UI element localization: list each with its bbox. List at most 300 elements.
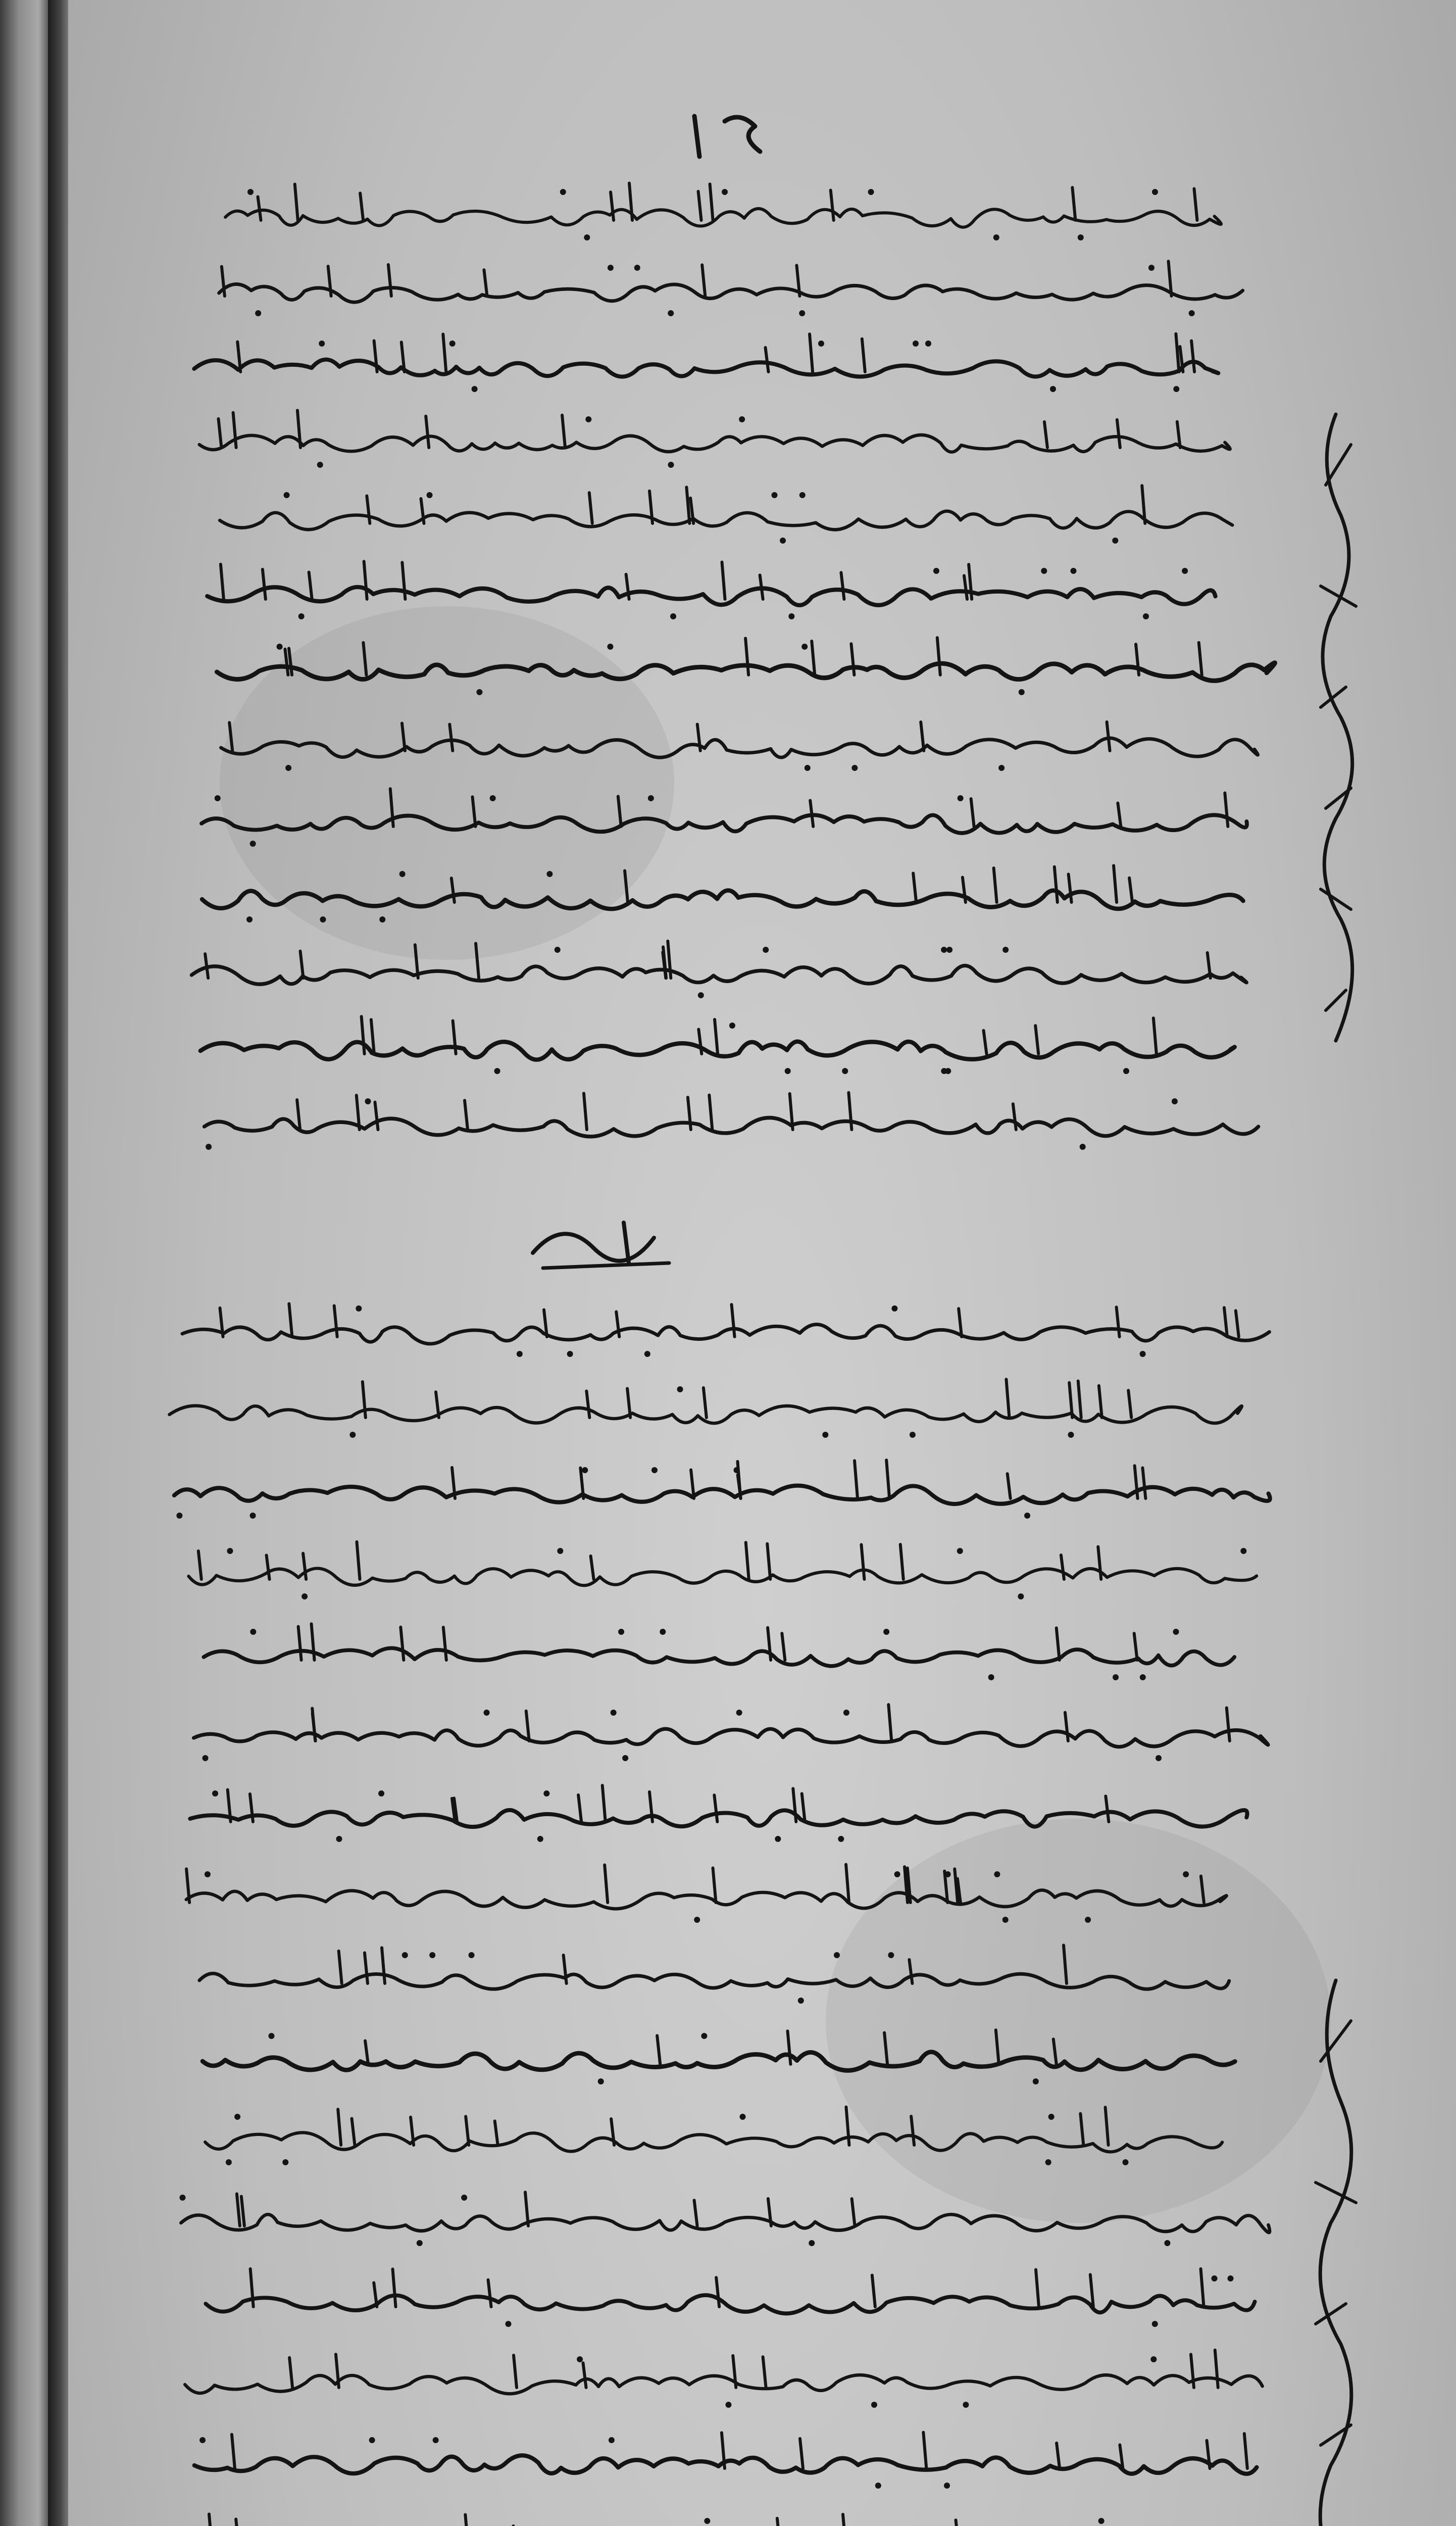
handwritten-dot [933, 568, 939, 574]
handwritten-stroke [846, 2107, 849, 2145]
handwritten-stroke [312, 1624, 315, 1660]
handwritten-stroke [1114, 865, 1117, 902]
handwritten-stroke [627, 1388, 630, 1418]
handwritten-line [220, 511, 1232, 530]
handwritten-dot [910, 1432, 916, 1438]
handwritten-dot [206, 1144, 212, 1150]
handwritten-dot [1150, 2356, 1157, 2362]
handwritten-line [225, 209, 1221, 227]
handwritten-stroke [1227, 1708, 1230, 1741]
handwritten-dot [651, 1467, 658, 1473]
handwritten-stroke [1055, 867, 1058, 902]
handwritten-dot [379, 916, 385, 922]
handwritten-stroke [996, 2030, 999, 2064]
handwritten-dot [1002, 1917, 1009, 1923]
margin-note-middle [1290, 1970, 1381, 2526]
handwritten-dot [648, 795, 654, 801]
handwritten-dot [772, 492, 778, 498]
handwritten-stroke [591, 1556, 594, 1579]
handwritten-dot [1156, 1755, 1162, 1761]
handwritten-dot [1078, 234, 1084, 240]
handwritten-dot [302, 1593, 308, 1599]
handwritten-stroke [625, 871, 628, 902]
handwritten-stroke [1006, 1379, 1009, 1418]
handwritten-stroke [810, 334, 813, 372]
handwritten-dot [1122, 2159, 1128, 2165]
handwritten-stroke [787, 2031, 790, 2064]
handwritten-line [203, 2052, 1235, 2071]
handwritten-line [174, 1486, 1270, 1504]
handwritten-stroke [766, 348, 769, 372]
handwritten-dot [609, 2437, 615, 2443]
handwritten-dot [1182, 568, 1188, 574]
handwritten-stroke [241, 2197, 244, 2226]
handwritten-dot [1041, 568, 1047, 574]
handwritten-dot [268, 2033, 274, 2039]
handwritten-stroke [702, 265, 705, 296]
handwritten-stroke [745, 638, 748, 675]
handwritten-dot [775, 1836, 781, 1842]
handwritten-stroke [476, 943, 479, 978]
handwritten-dot [176, 1513, 182, 1519]
handwritten-dot [215, 795, 221, 801]
handwritten-stroke [1035, 1026, 1038, 1054]
margin-note-top [1295, 404, 1376, 1061]
handwritten-stroke [514, 2355, 517, 2388]
handwritten-dot [567, 1351, 573, 1357]
handwritten-dot [818, 341, 824, 347]
handwritten-stroke [1136, 644, 1139, 675]
handwritten-dot [851, 765, 858, 771]
handwritten-dot [1189, 310, 1195, 316]
handwritten-dot [1227, 2275, 1233, 2281]
handwritten-dot [871, 2402, 877, 2408]
handwritten-stroke [1199, 643, 1202, 675]
handwritten-dot [1240, 1548, 1246, 1554]
handwritten-stroke [233, 413, 236, 448]
handwritten-dot [998, 765, 1005, 771]
handwritten-stroke [362, 1016, 365, 1054]
handwritten-stroke [862, 339, 865, 372]
handwritten-stroke [1129, 878, 1132, 902]
handwritten-stroke [886, 1460, 889, 1498]
handwritten-line [190, 1810, 1247, 1827]
handwritten-dot [234, 2114, 240, 2120]
handwritten-stroke [285, 649, 288, 675]
handwritten-stroke [722, 562, 725, 599]
handwritten-dot [944, 2483, 950, 2489]
handwritten-stroke [289, 648, 292, 675]
handwritten-stroke [909, 1960, 912, 1983]
handwritten-dot [203, 1755, 209, 1761]
handwritten-stroke [956, 2520, 959, 2526]
handwritten-stroke [709, 1095, 712, 1130]
handwritten-stroke [367, 496, 370, 523]
handwritten-dot [277, 644, 283, 650]
handwritten-stroke [831, 190, 834, 220]
handwritten-stroke [777, 2518, 780, 2526]
handwritten-dot [611, 1710, 617, 1716]
handwritten-stroke [1064, 1945, 1067, 1983]
handwritten-dot [668, 310, 674, 316]
handwritten-dot [319, 341, 325, 347]
handwritten-stroke [793, 1788, 796, 1822]
handwritten-stroke [328, 266, 331, 296]
handwritten-dot [945, 1871, 951, 1877]
handwritten-stroke [1080, 2114, 1083, 2145]
handwritten-stroke [1118, 803, 1121, 827]
handwritten-dot [212, 1790, 218, 1796]
handwritten-stroke [846, 1865, 849, 1903]
handwritten-stroke [1106, 2107, 1109, 2145]
handwritten-dot [888, 1952, 894, 1958]
handwritten-stroke [1090, 2274, 1093, 2307]
handwritten-stroke [1117, 1307, 1120, 1337]
handwritten-stroke [484, 270, 487, 296]
handwritten-stroke [971, 799, 974, 827]
handwritten-dot [1140, 1351, 1146, 1357]
handwritten-dot [698, 992, 704, 998]
handwritten-dot [1033, 2078, 1039, 2084]
handwritten-dot [560, 189, 566, 195]
handwritten-line [204, 1648, 1234, 1666]
handwritten-dot [226, 2159, 232, 2165]
handwritten-dot [785, 1068, 791, 1074]
handwritten-dot [1080, 1144, 1086, 1150]
handwritten-stroke [198, 1551, 202, 1579]
handwritten-stroke [852, 2199, 855, 2226]
handwritten-dot [205, 1871, 211, 1877]
handwritten-dot [427, 492, 433, 498]
handwritten-stroke [921, 722, 924, 751]
handwritten-dot [179, 2195, 185, 2201]
handwritten-dot [660, 1629, 666, 1635]
handwritten-dot [402, 1952, 408, 1958]
handwritten-stroke [714, 1795, 717, 1822]
handwritten-line [186, 1890, 1227, 1909]
handwritten-dot [622, 1755, 628, 1761]
handwritten-stroke [1194, 188, 1197, 220]
handwritten-dot [1143, 613, 1149, 619]
handwritten-dot [798, 1998, 804, 2004]
handwritten-dot [472, 386, 478, 392]
handwritten-dot [1018, 1593, 1024, 1599]
handwritten-dot [963, 2402, 969, 2408]
handwritten-line [207, 587, 1215, 605]
handwritten-dot [875, 2483, 881, 2489]
handwritten-stroke [964, 575, 967, 599]
handwritten-dot [365, 1098, 371, 1104]
handwritten-dot [780, 538, 786, 544]
handwritten-dot [894, 1871, 900, 1877]
handwritten-line [199, 1973, 1229, 1989]
handwritten-stroke [694, 2200, 697, 2226]
handwritten-dot [317, 462, 323, 468]
handwritten-dot [1002, 947, 1009, 953]
handwritten-stroke [1215, 2350, 1218, 2388]
handwritten-stroke [236, 2519, 239, 2526]
handwritten-stroke [888, 1705, 891, 1741]
handwritten-line [217, 663, 1275, 681]
handwritten-dot [701, 2033, 707, 2039]
handwritten-dot [1140, 1674, 1146, 1680]
handwritten-dot [988, 1674, 994, 1680]
handwritten-stroke [297, 1100, 300, 1130]
handwritten-dot [618, 1629, 624, 1635]
handwritten-dot [356, 1305, 362, 1311]
handwritten-line [194, 1729, 1268, 1746]
handwritten-stroke [364, 561, 367, 599]
handwritten-dot [469, 1952, 475, 1958]
handwritten-stroke [495, 2121, 498, 2145]
handwritten-dot [842, 1068, 848, 1074]
handwritten-dot [1148, 265, 1154, 271]
handwritten-stroke [352, 2118, 355, 2145]
handwritten-dot [429, 1952, 435, 1958]
handwritten-dot [1070, 568, 1076, 574]
handwritten-stroke [562, 415, 565, 448]
handwritten-stroke [402, 723, 405, 751]
register-entry-2 [68, 1273, 1456, 2526]
handwritten-dot [320, 916, 326, 922]
handwritten-dot [704, 2518, 710, 2524]
handwritten-stroke [221, 564, 224, 599]
handwritten-stroke [810, 801, 813, 827]
handwritten-stroke [1061, 1555, 1064, 1579]
handwritten-stroke [629, 183, 632, 220]
handwritten-dot [1152, 2321, 1158, 2327]
handwritten-dot [1019, 689, 1025, 695]
handwritten-dot [378, 1790, 384, 1796]
handwritten-dot [670, 613, 676, 619]
handwritten-dot [585, 416, 591, 422]
handwritten-dot [1173, 386, 1179, 392]
handwritten-stroke [1225, 793, 1228, 827]
handwritten-line [182, 1325, 1270, 1344]
handwritten-dot [557, 1548, 563, 1554]
handwritten-stroke [218, 419, 221, 448]
handwritten-stroke [360, 193, 363, 220]
handwritten-stroke [686, 487, 689, 523]
handwritten-stroke [300, 951, 304, 978]
handwritten-dot [1045, 2159, 1051, 2165]
handwritten-stroke [1072, 187, 1075, 220]
handwritten-dot [799, 310, 805, 316]
handwritten-stroke [1065, 1713, 1068, 1741]
handwritten-stroke [760, 575, 763, 599]
handwritten-stroke [994, 868, 997, 902]
handwritten-stroke [984, 1031, 987, 1054]
handwritten-dot [227, 1548, 233, 1554]
handwritten-stroke [237, 2194, 240, 2226]
handwritten-stroke [365, 1953, 368, 1983]
handwritten-dot [1172, 1098, 1178, 1104]
handwritten-stroke [716, 2277, 719, 2307]
handwritten-stroke [1244, 2434, 1247, 2468]
handwritten-stroke [861, 1545, 864, 1579]
handwritten-stroke [388, 265, 391, 296]
handwritten-stroke [884, 2033, 887, 2064]
handwritten-dot [634, 265, 640, 271]
handwritten-stroke [1013, 1104, 1016, 1130]
handwritten-dot [537, 1836, 543, 1842]
handwritten-stroke [1008, 1474, 1011, 1498]
handwritten-stroke [767, 1544, 770, 1579]
handwritten-stroke [402, 562, 405, 599]
handwritten-stroke [851, 644, 854, 675]
previous-page-edge [0, 0, 48, 2526]
handwritten-stroke [937, 638, 940, 675]
handwritten-dot [582, 1467, 588, 1473]
handwritten-dot [883, 1629, 889, 1635]
handwritten-dot [250, 1629, 256, 1635]
handwritten-dot [1173, 1629, 1179, 1635]
handwritten-dot [763, 947, 769, 953]
handwritten-stroke [900, 1544, 903, 1579]
handwritten-stroke [800, 2439, 803, 2468]
handwritten-stroke [289, 2358, 292, 2388]
handwritten-stroke [657, 2035, 660, 2064]
handwritten-line [191, 965, 1246, 984]
handwritten-dot [891, 1305, 897, 1311]
handwritten-line [185, 2375, 1262, 2394]
handwritten-stroke [1117, 420, 1120, 448]
handwritten-stroke [374, 341, 377, 372]
handwritten-stroke [313, 1713, 316, 1741]
handwritten-dot [843, 1710, 849, 1716]
handwritten-dot [1068, 1432, 1074, 1438]
handwritten-stroke [855, 1461, 858, 1498]
handwritten-line [219, 284, 1243, 302]
handwritten-stroke [443, 334, 446, 372]
handwritten-stroke [763, 2357, 766, 2388]
entry-2-handwriting [68, 1273, 1456, 2526]
handwritten-stroke [374, 2282, 377, 2307]
handwritten-dot [285, 765, 291, 771]
handwritten-stroke [267, 1555, 270, 1579]
handwritten-stroke [698, 1029, 701, 1054]
handwritten-stroke [618, 796, 621, 827]
handwritten-dot [369, 2437, 375, 2443]
handwritten-stroke [449, 724, 453, 751]
handwritten-stroke [713, 1868, 716, 1903]
handwritten-line [202, 891, 1243, 909]
handwritten-dot [433, 2437, 439, 2443]
handwritten-dot [490, 795, 496, 801]
handwritten-stroke [436, 1392, 439, 1418]
handwritten-stroke [710, 184, 713, 220]
handwritten-dot [449, 341, 456, 347]
handwritten-dot [584, 234, 590, 240]
handwritten-stroke [782, 1633, 785, 1660]
handwritten-dot [941, 947, 947, 953]
handwritten-dot [598, 2078, 604, 2084]
handwritten-stroke [1236, 1310, 1239, 1337]
handwritten-line [202, 815, 1247, 833]
handwritten-stroke [232, 2435, 235, 2468]
handwritten-line [205, 1118, 1259, 1136]
handwritten-dot [941, 1068, 947, 1074]
handwritten-dot [543, 1790, 549, 1796]
handwritten-stroke [258, 197, 261, 220]
handwritten-stroke [488, 2280, 491, 2307]
handwritten-dot [694, 1917, 700, 1923]
handwritten-dot [1183, 1871, 1189, 1877]
handwritten-stroke [1224, 1307, 1227, 1337]
handwritten-dot [913, 341, 919, 347]
handwritten-dot [838, 1836, 844, 1842]
handwritten-stroke [663, 947, 666, 978]
handwritten-dot [399, 871, 406, 877]
handwritten-stroke [605, 1865, 608, 1903]
handwritten-stroke [382, 1948, 385, 1983]
handwritten-stroke [848, 1093, 851, 1130]
handwritten-stroke [400, 1627, 404, 1660]
handwritten-stroke [466, 2116, 469, 2145]
handwritten-stroke [526, 1711, 529, 1741]
handwritten-dot [1212, 2275, 1218, 2281]
handwritten-stroke [1069, 874, 1072, 902]
handwritten-dot [834, 1952, 840, 1958]
handwritten-stroke [334, 1306, 337, 1337]
handwritten-stroke [1106, 1796, 1109, 1822]
handwritten-dot [1113, 1674, 1119, 1680]
handwritten-stroke [732, 1304, 735, 1337]
handwritten-stroke [923, 2433, 926, 2468]
handwritten-dot [461, 2195, 467, 2201]
handwritten-dot [739, 416, 745, 422]
handwritten-dot [788, 613, 794, 619]
handwritten-stroke [229, 722, 232, 751]
handwritten-stroke [1053, 2039, 1057, 2064]
handwritten-dot [250, 841, 256, 847]
handwritten-dot [298, 613, 305, 619]
handwritten-stroke [1176, 334, 1179, 372]
handwritten-stroke [298, 1627, 302, 1660]
handwritten-stroke [1078, 1381, 1081, 1418]
handwritten-dot [822, 1432, 828, 1438]
handwritten-dot [505, 2321, 511, 2327]
handwritten-stroke [465, 2515, 468, 2526]
handwritten-stroke [295, 184, 298, 220]
handwritten-stroke [339, 1951, 342, 1983]
handwritten-stroke [911, 2116, 914, 2145]
handwritten-stroke [802, 1793, 805, 1822]
handwritten-stroke [1098, 1547, 1101, 1579]
handwritten-stroke [1107, 722, 1110, 751]
handwritten-dot [246, 916, 253, 922]
handwritten-stroke [1142, 1468, 1145, 1498]
handwritten-dot [1085, 1917, 1091, 1923]
handwritten-dot [946, 947, 952, 953]
case-number-mark [523, 1207, 684, 1278]
handwritten-dot [740, 2114, 746, 2120]
handwritten-stroke [746, 1542, 749, 1579]
handwritten-stroke [1134, 1633, 1137, 1660]
handwritten-dot [677, 1386, 683, 1392]
handwritten-stroke [584, 1093, 587, 1130]
handwritten-stroke [688, 1097, 691, 1130]
handwritten-stroke [1044, 422, 1047, 448]
handwritten-stroke [365, 2041, 368, 2064]
handwritten-stroke [704, 1388, 707, 1418]
handwritten-stroke [963, 878, 966, 902]
handwritten-dot [1112, 538, 1118, 544]
handwritten-stroke [1128, 1390, 1131, 1418]
binding-gutter [48, 0, 68, 2526]
handwritten-stroke [715, 1019, 718, 1054]
handwritten-stroke [698, 191, 701, 220]
